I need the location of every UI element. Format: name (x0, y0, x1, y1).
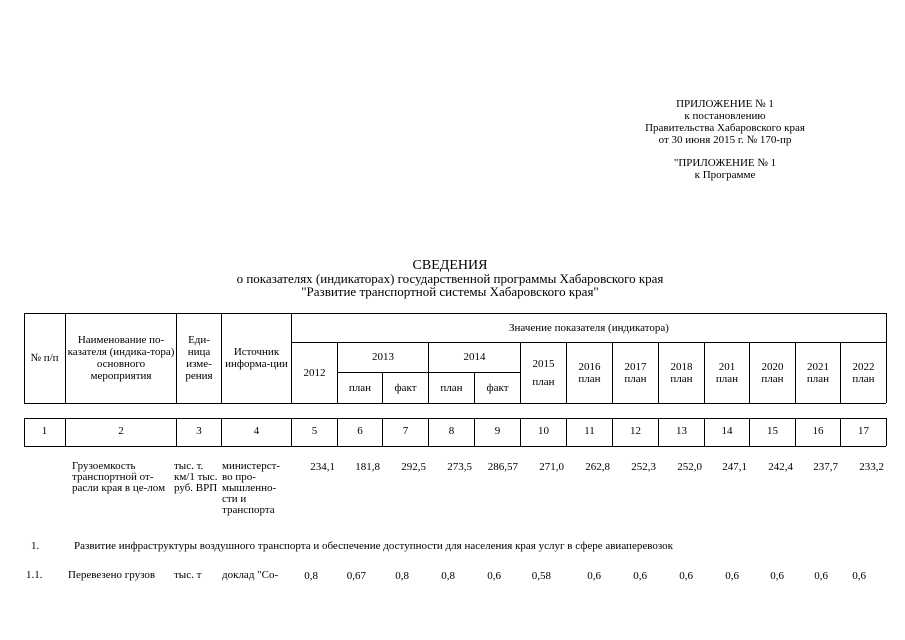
row-value: 181,8 (355, 461, 380, 473)
header-unit: Еди-ница изме-рения (185, 334, 213, 382)
appendix-line: Правительства Хабаровского края (645, 122, 805, 134)
column-number: 10 (538, 425, 549, 437)
plan-label: план (761, 372, 784, 385)
year-2013: 2013 (372, 351, 394, 363)
column-number: 3 (196, 425, 202, 437)
section-number: 1. (31, 540, 40, 552)
rule (886, 313, 887, 403)
column-number: 8 (448, 425, 455, 437)
sub-fact: факт (486, 381, 509, 394)
sub-plan: план (348, 381, 372, 394)
column-number: 2 (118, 425, 124, 437)
row-value: 0,6 (725, 570, 739, 582)
column-number: 5 (311, 425, 318, 437)
column-number: 9 (494, 425, 501, 437)
row-source: министерст-во про-мышленно-сти и транспорта (222, 460, 281, 516)
year-label: 2021 (807, 360, 829, 373)
row-value: 0,8 (304, 570, 318, 582)
row-value: 247,1 (722, 461, 747, 473)
row-value: 262,8 (585, 461, 610, 473)
row-value: 0,8 (395, 570, 409, 582)
rule (886, 418, 887, 446)
header-value: Значение показателя (индикатора) (509, 321, 669, 334)
row-value: 234,1 (310, 461, 335, 473)
row-value: 0,6 (679, 570, 693, 582)
rule (24, 446, 886, 447)
row-value: 0,6 (487, 570, 501, 582)
year-plan-2018 (659, 342, 704, 403)
row-value: 273,5 (447, 461, 472, 473)
column-number: 1 (41, 425, 48, 437)
row-value: 252,0 (677, 461, 702, 473)
plan-label: план (715, 372, 739, 385)
rule (65, 313, 66, 403)
row-name: Перевезено грузов (68, 569, 156, 581)
year-plan-2021 (796, 342, 840, 403)
row-value: 0,67 (346, 570, 366, 582)
row-value: 0,6 (814, 570, 828, 582)
row-value: 252,3 (631, 461, 656, 473)
title-sub: о показателях (индикаторах) государственной программы Хабаровского края (236, 271, 664, 286)
sub-fact: факт (394, 381, 417, 394)
column-number: 13 (676, 425, 687, 437)
appendix-header (600, 98, 850, 181)
appendix-line: к Программе (694, 169, 756, 181)
row-unit: тыс. т (174, 569, 202, 581)
row-value: 0,6 (633, 570, 647, 582)
header-source: Источник информа-ции (225, 346, 288, 370)
appendix-line: к постановлению (684, 110, 766, 122)
row-value: 233,2 (859, 461, 884, 473)
column-number: 12 (630, 425, 641, 437)
year-plan-2022 (841, 342, 886, 403)
year-label: 2016 (578, 360, 601, 373)
plan-label: план (532, 375, 555, 388)
appendix-line: ПРИЛОЖЕНИЕ № 1 (676, 98, 774, 110)
column-number: 14 (721, 425, 733, 437)
appendix-line: "ПРИЛОЖЕНИЕ № 1 (673, 157, 777, 169)
column-number: 4 (253, 425, 260, 437)
rule (24, 418, 886, 419)
row-name: Грузоемкость транспортной от-расли края в це-лом (72, 460, 166, 494)
column-number: 17 (858, 425, 869, 437)
year-plan-2015 (521, 342, 566, 403)
document-title (100, 259, 800, 298)
rule (24, 403, 886, 404)
title-sub: "Развитие транспортной системы Хабаровского края" (301, 284, 599, 299)
year-label: 201 (718, 360, 736, 373)
year-2014: 2014 (463, 351, 486, 363)
row-value: 271,0 (539, 461, 564, 473)
plan-label: план (578, 372, 601, 385)
row-number: 1.1. (26, 569, 43, 581)
year-label: 2017 (624, 360, 647, 373)
year-label: 2015 (532, 357, 555, 370)
year-label: 2020 (761, 360, 784, 373)
year-2012: 2012 (303, 366, 326, 379)
column-number: 7 (402, 425, 409, 437)
row-value: 0,6 (770, 570, 784, 582)
title-main: СВЕДЕНИЯ (412, 258, 488, 273)
row-unit: тыс. т. км/1 тыс. руб. ВРП (174, 460, 218, 494)
row-value: 237,7 (813, 461, 838, 473)
year-label: 2022 (852, 360, 875, 373)
column-number: 16 (812, 425, 824, 437)
row-source: доклад "Со- (222, 569, 279, 581)
row-value: 242,4 (768, 461, 793, 473)
year-plan-2017 (613, 342, 658, 403)
year-label: 2018 (670, 360, 693, 373)
section-title: Развитие инфраструктуры воздушного транспорта и обеспечение доступности для населения края услуг в сфере авиаперевозок (74, 540, 673, 552)
header-name: Наименование по-казателя (индика-тора) основного мероприятия (67, 334, 175, 382)
row-value: 0,58 (531, 570, 551, 582)
year-plan-2016 (567, 342, 612, 403)
row-value: 0,8 (441, 570, 455, 582)
column-number: 15 (767, 425, 778, 437)
column-number: 11 (584, 425, 595, 437)
year-plan-2020 (750, 342, 795, 403)
plan-label: план (806, 372, 830, 385)
column-number: 6 (357, 425, 363, 437)
year-plan-2019 (705, 342, 749, 403)
row-value: 0,6 (587, 570, 601, 582)
row-value: 286,57 (487, 461, 518, 473)
appendix-line: от 30 июня 2015 г. № 170-пр (658, 134, 792, 146)
header-num: № п/п (30, 352, 59, 364)
plan-label: план (670, 372, 693, 385)
row-value: 0,6 (852, 570, 866, 582)
plan-label: план (624, 372, 647, 385)
sub-plan: план (440, 381, 463, 394)
row-value: 292,5 (401, 461, 426, 473)
plan-label: план (852, 372, 875, 385)
